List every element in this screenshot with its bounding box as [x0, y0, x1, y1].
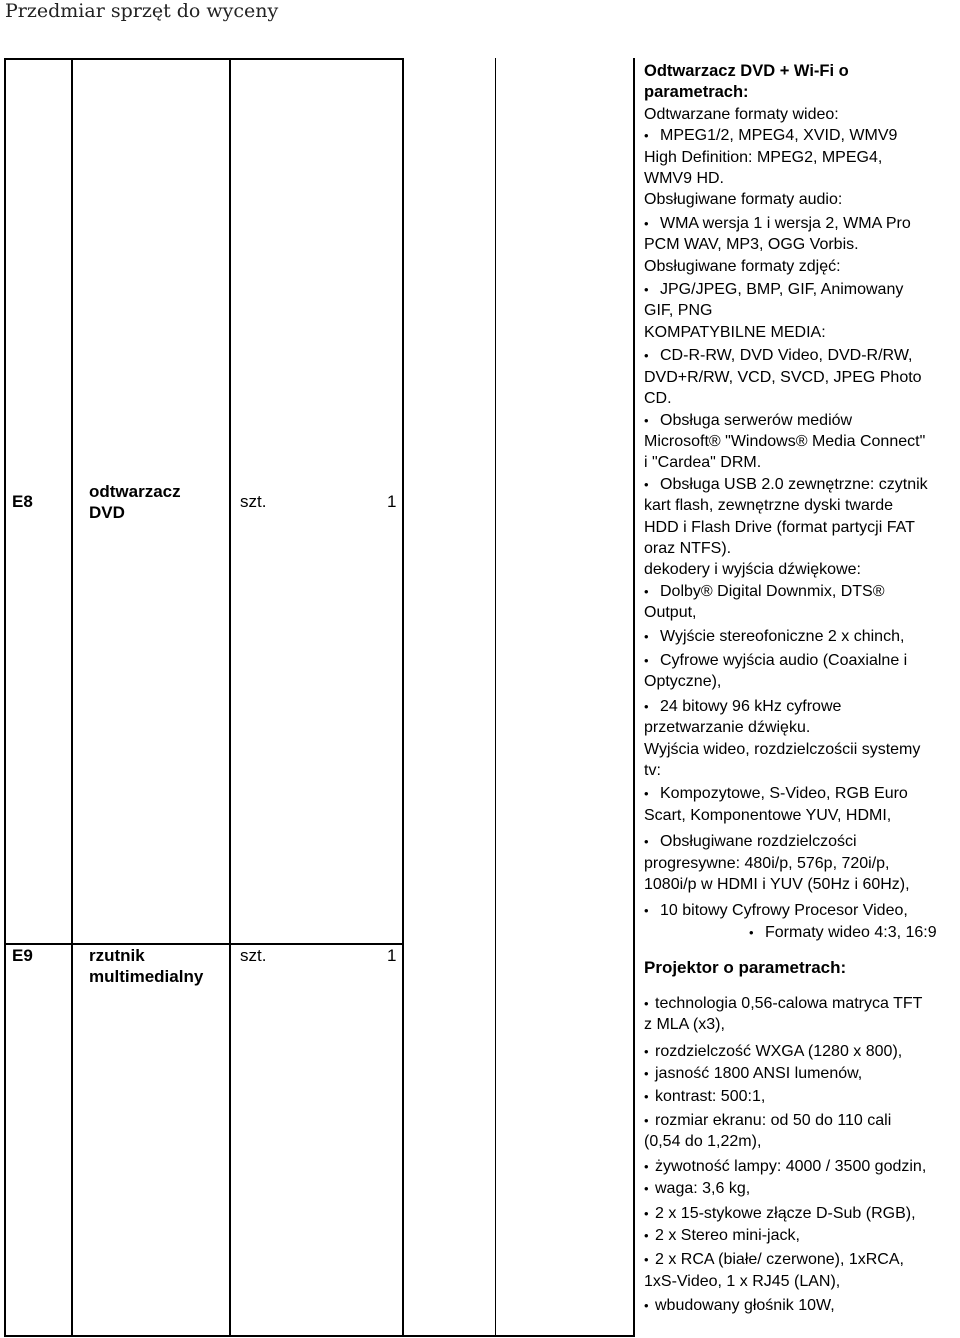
dvd-desc-line: tv:	[644, 762, 661, 779]
dvd-desc-line: • JPG/JPEG, BMP, GIF, Animowany	[644, 279, 960, 300]
table-border-left	[4, 58, 6, 1336]
projector-desc-line: • 2 x RCA (białe/ czerwone), 1xRCA,	[644, 1249, 960, 1270]
row-unit: szt.	[240, 492, 267, 511]
dvd-desc-line: Obsługiwane formaty zdjęć:	[644, 257, 841, 275]
dvd-desc-line: • MPEG1/2, MPEG4, XVID, WMV9	[644, 125, 960, 146]
projector-desc-line: • kontrast: 500:1,	[644, 1086, 960, 1107]
dvd-desc-line: • 24 bitowy 96 kHz cyfrowe	[644, 696, 960, 717]
projector-desc-line: • rozmiar ekranu: od 50 do 110 cali	[644, 1110, 960, 1131]
dvd-desc-line: PCM WAV, MP3, OGG Vorbis.	[644, 236, 859, 254]
projector-desc-line: • technologia 0,56-calowa matryca TFT	[644, 993, 960, 1014]
table-divider-4	[633, 58, 635, 1336]
row-code: E9	[12, 946, 33, 965]
row-name: odtwarzacz DVD	[89, 482, 181, 522]
dvd-desc-line: • Formaty wideo 4:3, 16:9	[644, 922, 960, 943]
dvd-desc-line: i "Cardea" DRM.	[644, 454, 762, 472]
page-title: Przedmiar sprzęt do wyceny	[5, 0, 279, 22]
dvd-desc-line: GIF, PNG	[644, 302, 713, 320]
projector-desc-line: • wbudowany głośnik 10W,	[644, 1295, 960, 1316]
dvd-desc-line: Odtwarzane formaty wideo:	[644, 105, 839, 123]
dvd-desc-line: DVD+R/RW, VCD, SVCD, JPEG Photo	[644, 368, 922, 386]
projector-desc-line: • 2 x Stereo mini-jack,	[644, 1225, 960, 1246]
table-border-top	[4, 58, 404, 60]
dvd-desc-line: Odtwarzacz DVD + Wi-Fi o	[644, 62, 849, 80]
table-divider-1	[71, 58, 73, 1336]
dvd-desc-line: Microsoft® "Windows® Media Connect"	[644, 432, 926, 450]
row-unit: szt.	[240, 946, 267, 965]
table-divider-2	[229, 58, 231, 1336]
table-row-divider	[4, 943, 404, 945]
row-qty: 1	[387, 946, 397, 965]
dvd-desc-line: CD.	[644, 390, 672, 408]
dvd-desc-line: • Obsługiwane rozdzielczości	[644, 831, 960, 852]
dvd-desc-line: • Wyjście stereofoniczne 2 x chinch,	[644, 626, 960, 647]
dvd-desc-line: KOMPATYBILNE MEDIA:	[644, 323, 826, 341]
dvd-desc-line: • Dolby® Digital Downmix, DTS®	[644, 581, 960, 602]
row-qty: 1	[387, 492, 397, 511]
dvd-desc-line: progresywne: 480i/p, 576p, 720i/p,	[644, 854, 890, 872]
dvd-desc-line: HDD i Flash Drive (format partycji FAT	[644, 518, 915, 536]
dvd-desc-line: WMV9 HD.	[644, 170, 724, 188]
projector-desc-line: 1xS-Video, 1 x RJ45 (LAN),	[644, 1272, 841, 1290]
dvd-desc-line: • Obsługa USB 2.0 zewnętrzne: czytnik	[644, 474, 960, 495]
projector-description	[644, 993, 960, 1317]
projector-desc-line: (0,54 do 1,22m),	[644, 1133, 762, 1151]
row-code: E8	[12, 492, 33, 511]
dvd-desc-line: Optyczne),	[644, 673, 722, 691]
dvd-desc-line: parametrach:	[644, 83, 749, 102]
projector-desc-line: • jasność 1800 ANSI lumenów,	[644, 1063, 960, 1084]
dvd-desc-line: High Definition: MPEG2, MPEG4,	[644, 148, 883, 166]
dvd-desc-line: • Cyfrowe wyjścia audio (Coaxialne i	[644, 650, 960, 671]
dvd-desc-line: • CD-R-RW, DVD Video, DVD-R/RW,	[644, 345, 960, 366]
table-divider-thin	[495, 58, 496, 1336]
projector-desc-line: • waga: 3,6 kg,	[644, 1178, 960, 1199]
dvd-desc-line: przetwarzanie dźwięku.	[644, 719, 811, 737]
dvd-desc-line: oraz NTFS).	[644, 539, 732, 557]
projector-desc-line: • rozdzielczość WXGA (1280 x 800),	[644, 1041, 960, 1062]
dvd-desc-line: • 10 bitowy Cyfrowy Procesor Video,	[644, 900, 960, 921]
dvd-desc-line: kart flash, zewnętrzne dyski twarde	[644, 497, 893, 515]
projector-title: Projektor o parametrach:	[644, 958, 847, 977]
dvd-description	[644, 61, 960, 943]
dvd-desc-line: • Obsługa serwerów mediów	[644, 410, 960, 431]
table-border-bottom	[4, 1335, 635, 1337]
dvd-desc-line: dekodery i wyjścia dźwiękowe:	[644, 561, 861, 579]
dvd-desc-line: Obsługiwane formaty audio:	[644, 191, 843, 209]
projector-desc-line: • żywotność lampy: 4000 / 3500 godzin,	[644, 1156, 960, 1177]
dvd-desc-line: Scart, Komponentowe YUV, HDMI,	[644, 806, 892, 824]
dvd-desc-line: • WMA wersja 1 i wersja 2, WMA Pro	[644, 213, 960, 234]
dvd-desc-line: Wyjścia wideo, rozdzielczościi systemy	[644, 740, 921, 758]
projector-desc-line: z MLA (x3),	[644, 1016, 725, 1034]
projector-desc-line: • 2 x 15-stykowe złącze D-Sub (RGB),	[644, 1203, 960, 1224]
table-divider-3	[402, 58, 404, 1336]
dvd-desc-line: 1080i/p w HDMI i YUV (50Hz i 60Hz),	[644, 876, 910, 894]
dvd-desc-line: • Kompozytowe, S-Video, RGB Euro	[644, 783, 960, 804]
dvd-desc-line: Output,	[644, 604, 697, 622]
row-name: rzutnik multimedialny	[89, 946, 204, 986]
